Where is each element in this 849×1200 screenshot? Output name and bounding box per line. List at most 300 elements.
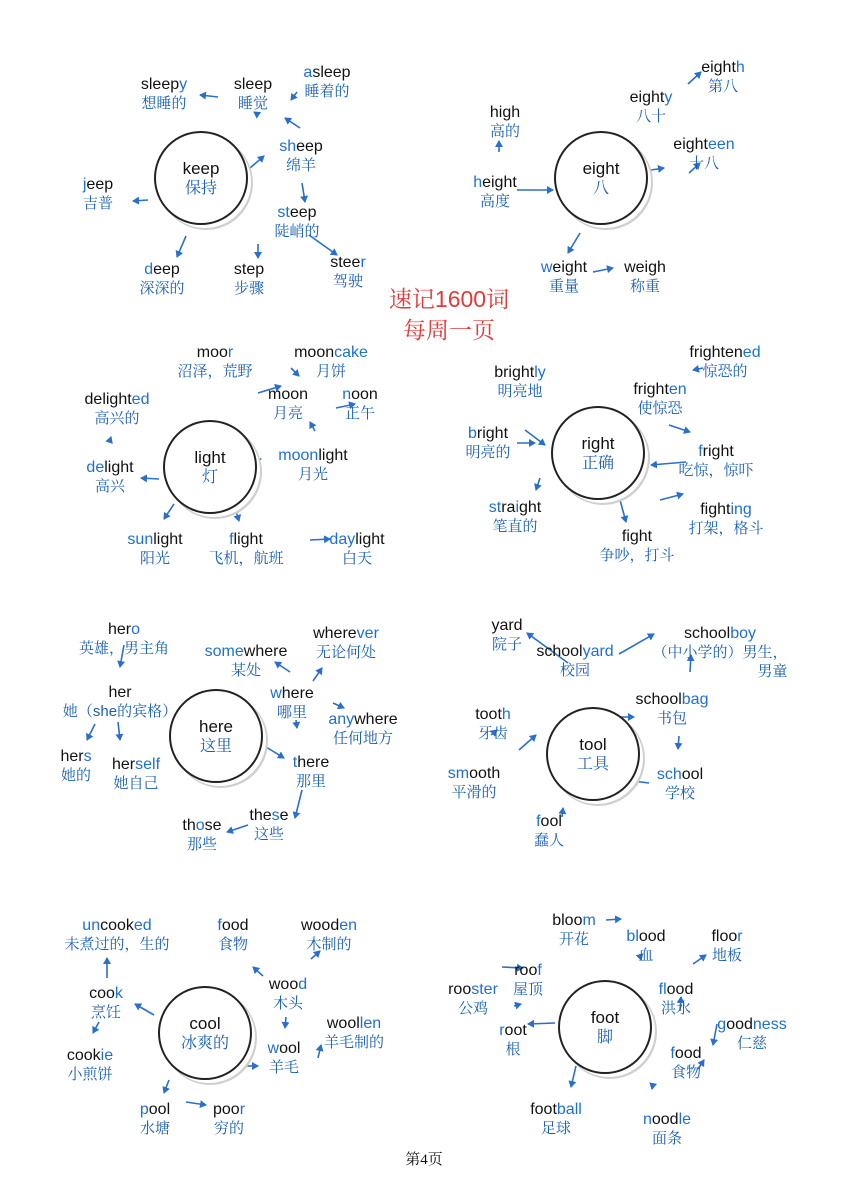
highlight-part: r (227, 344, 234, 361)
word-part: frighten (689, 344, 743, 361)
word-noon (342, 385, 378, 423)
word-part: weigh (624, 259, 666, 276)
word-chinese: 食物 (670, 1064, 701, 1081)
word-part: poo (212, 1101, 240, 1118)
highlight-part: de (86, 459, 105, 476)
word-chinese: 打架，格斗 (688, 520, 764, 537)
word-part: se (204, 817, 222, 834)
highlight-part: w (540, 259, 553, 276)
word-english (659, 980, 694, 999)
highlight-part: ver (356, 625, 379, 642)
word-tooth (475, 705, 511, 743)
word-brightly (494, 363, 546, 401)
word-chinese: 地板 (711, 947, 742, 964)
highlight-part: f (217, 917, 222, 934)
word-part: eep (289, 204, 317, 221)
word-food (217, 916, 248, 954)
word-anywhere (328, 710, 397, 748)
word-part: ool (279, 1040, 301, 1057)
word-chinese: 驾驶 (332, 273, 364, 290)
word-chinese: 木头 (272, 995, 304, 1012)
word-chinese: 明亮地 (497, 383, 543, 400)
word-noodle (643, 1110, 691, 1148)
highlight-part: w (267, 1040, 280, 1057)
highlight-part: un (82, 917, 101, 934)
word-chinese: 那些 (186, 836, 217, 853)
word-chinese: 深深的 (139, 280, 185, 297)
word-part: ood (221, 917, 249, 934)
word-part: ooth (469, 765, 501, 782)
word-english (141, 75, 187, 94)
arrow (514, 1004, 521, 1006)
highlight-part: r (737, 928, 743, 945)
word-chinese: 明亮的 (465, 444, 511, 461)
arrow (186, 1102, 206, 1105)
word-part: roo (448, 981, 472, 998)
word-chinese: 院子 (491, 636, 522, 653)
word-chinese: 这些 (253, 826, 284, 843)
arrow (285, 1017, 286, 1028)
highlight-part: ly (534, 364, 546, 381)
word-english (63, 683, 177, 702)
word-eighth (701, 58, 745, 96)
highlight-part: self (135, 756, 161, 773)
root-english: keep (182, 158, 220, 178)
word-english (490, 103, 520, 122)
word-roof (513, 961, 543, 999)
word-cookie (67, 1046, 113, 1084)
arrow (285, 118, 300, 128)
word-english (234, 260, 264, 279)
word-part: bloo (552, 912, 583, 929)
word-english (342, 385, 378, 404)
word-english (630, 88, 673, 107)
word-part: eight (629, 89, 665, 106)
highlight-part: any (328, 711, 355, 728)
word-part: eight (482, 174, 517, 191)
highlight-part: k (114, 985, 123, 1002)
word-english (67, 1046, 113, 1065)
word-chinese: 校园 (559, 662, 590, 679)
word-english (717, 1015, 786, 1034)
word-english (513, 961, 543, 980)
word-english (541, 258, 587, 277)
word-yard (491, 616, 522, 654)
highlight-part: f (698, 443, 703, 460)
word-chinese: 睡着的 (304, 83, 350, 100)
word-chinese: 公鸡 (457, 1000, 489, 1017)
arrow (164, 1080, 169, 1093)
word-chinese: 沼泽，荒野 (177, 363, 253, 380)
arrow (291, 92, 297, 100)
word-english (140, 1100, 170, 1119)
word-english (701, 58, 745, 77)
word-sleep (234, 75, 272, 113)
highlight-part: st (488, 499, 502, 516)
word-part: right (702, 443, 734, 460)
word-english (86, 458, 133, 477)
word-somewhere (205, 642, 288, 680)
arrow (302, 183, 305, 202)
root-english: light (194, 447, 226, 467)
highlight-part: bl (626, 928, 639, 945)
word-english (626, 927, 665, 946)
word-part: step (233, 261, 265, 278)
word-straight (489, 498, 542, 536)
word-chinese: 蠢人 (533, 832, 565, 849)
word-moor (177, 343, 252, 381)
word-english (494, 363, 546, 382)
root-chinese: 正确 (581, 454, 614, 472)
word-part: light (104, 459, 134, 476)
root-english: right (581, 433, 615, 453)
word-chinese: 吃惊，惊吓 (678, 462, 754, 479)
word-english (279, 137, 323, 156)
root-english: cool (189, 1013, 221, 1033)
word-english (643, 1110, 691, 1129)
word-english (303, 63, 350, 82)
root-word-right (551, 406, 645, 500)
word-chinese: 争吵，打斗 (599, 547, 675, 564)
arrow (266, 747, 284, 758)
word-uncooked (64, 916, 169, 954)
word-chinese: 英雄，男主角 (78, 640, 170, 657)
word-chinese: 羊毛制的 (323, 1034, 385, 1051)
arrow (536, 478, 540, 490)
root-word-light (163, 420, 257, 514)
word-asleep (303, 63, 350, 101)
page-title (389, 284, 509, 346)
word-chinese: 根 (505, 1041, 521, 1058)
word-weigh (624, 258, 666, 296)
arrow (164, 504, 174, 519)
word-part: wool (326, 1015, 360, 1032)
word-moonlight (278, 446, 347, 484)
word-part: roo (514, 962, 538, 979)
word-english (85, 390, 150, 409)
word-part: light (233, 531, 263, 548)
word-part: cook (100, 917, 134, 934)
word-jeep (83, 175, 113, 213)
word-english (465, 424, 510, 443)
word-part: stee (330, 254, 361, 271)
highlight-part: sun (127, 531, 154, 548)
word-steer (330, 253, 366, 291)
word-english (293, 753, 329, 772)
word-english (491, 616, 522, 635)
word-english (633, 380, 686, 399)
word-chinese: 羊毛 (268, 1059, 300, 1076)
word-english (473, 173, 517, 192)
word-schoolbag (636, 690, 709, 728)
word-wooden (301, 916, 357, 954)
word-english (475, 705, 511, 724)
arrow (250, 156, 264, 168)
word-wherever (313, 624, 379, 662)
word-chinese: 哪里 (276, 704, 307, 721)
highlight-part: h (473, 174, 483, 191)
highlight-part: p (139, 1101, 149, 1118)
word-english (328, 710, 397, 729)
word-part: school (536, 643, 583, 660)
highlight-part: en (668, 381, 687, 398)
word-part: sleep (233, 76, 273, 93)
word-english (599, 527, 674, 546)
word-chinese: 小煎饼 (67, 1066, 113, 1083)
word-chinese: 高兴 (94, 478, 125, 495)
word-chinese: 仁慈 (736, 1035, 767, 1052)
word-english (530, 1100, 582, 1119)
word-food (670, 1044, 701, 1082)
word-chinese: 高的 (489, 123, 520, 140)
word-delight (86, 458, 133, 496)
word-part: where (354, 711, 398, 728)
arrow (619, 634, 654, 654)
word-english (689, 343, 760, 362)
word-hero (79, 620, 169, 658)
word-those (182, 816, 221, 854)
word-bloom (552, 911, 596, 949)
arrow (87, 724, 95, 740)
word-chinese: 称重 (629, 278, 660, 295)
word-chinese: 阳光 (139, 550, 170, 567)
root-word-keep (154, 131, 248, 225)
word-chinese: 月亮 (272, 405, 303, 422)
root-chinese: 这里 (199, 737, 232, 755)
word-flight (208, 530, 283, 568)
word-part: foot (530, 1101, 557, 1118)
arrow (310, 422, 315, 431)
word-part: school (635, 691, 682, 708)
word-part: eep (86, 176, 114, 193)
word-part: delight (84, 391, 132, 408)
word-part: fight (621, 528, 653, 545)
highlight-part: r (239, 1101, 246, 1118)
word-part: her (111, 756, 136, 773)
word-part: floo (711, 928, 738, 945)
word-bright (465, 424, 510, 462)
root-word-eight (554, 131, 648, 225)
word-english (205, 642, 288, 661)
word-chinese: 无论何处 (315, 644, 376, 661)
arrow (310, 539, 330, 540)
word-chinese: 陡峭的 (274, 223, 320, 240)
word-part: wood (300, 917, 340, 934)
highlight-part: g (717, 1016, 727, 1033)
highlight-part: ed (131, 391, 150, 408)
word-part: light (355, 531, 385, 548)
word-part: high (489, 104, 521, 121)
arrow (253, 967, 263, 976)
root-chinese: 工具 (576, 755, 609, 773)
word-part: coo (89, 985, 115, 1002)
word-english (269, 975, 307, 994)
word-chinese: 食物 (217, 936, 248, 953)
highlight-part: f (536, 813, 541, 830)
highlight-part: een (708, 136, 735, 153)
highlight-part: a (303, 64, 313, 81)
arrow (93, 1022, 99, 1033)
word-wool (268, 1039, 301, 1077)
word-english (182, 816, 221, 835)
arrow (651, 168, 664, 170)
word-sleepy (141, 75, 187, 113)
word-part: ra (501, 499, 516, 516)
highlight-part: t (292, 754, 298, 771)
highlight-part: b (467, 425, 477, 442)
word-part: where (313, 625, 357, 642)
word-english (330, 253, 366, 272)
highlight-part: r (360, 254, 366, 271)
highlight-part: s (83, 748, 92, 765)
root-chinese: 冰爽的 (180, 1034, 229, 1052)
word-chinese: 绵羊 (285, 157, 317, 174)
word-her (63, 683, 177, 721)
word-step (234, 260, 264, 298)
word-part: cook (66, 1047, 101, 1064)
word-english (301, 916, 357, 935)
word-chinese: 书包 (656, 710, 688, 727)
word-high (490, 103, 520, 141)
word-chinese: 血 (638, 947, 654, 964)
word-part: toot (475, 706, 502, 723)
word-where (270, 684, 314, 722)
title-line-2: 每周一页 (402, 317, 495, 343)
highlight-part: ed (133, 917, 152, 934)
word-fighting (688, 500, 763, 538)
word-part: bright (494, 364, 535, 381)
root-chinese: 八 (592, 179, 609, 197)
word-english (79, 620, 169, 639)
word-part: sleep (312, 64, 351, 81)
root-english: tool (579, 734, 607, 754)
word-english (83, 175, 113, 194)
arrow (200, 95, 218, 97)
highlight-part: d (144, 261, 154, 278)
word-chinese: 那里 (295, 773, 327, 790)
word-part: here (297, 754, 330, 771)
word-chinese: 使惊恐 (637, 400, 683, 417)
word-english (324, 1014, 384, 1033)
highlight-part: h (735, 59, 745, 76)
word-english (177, 343, 252, 362)
word-frightened (689, 343, 760, 381)
highlight-part: y (664, 89, 673, 106)
highlight-part: sm (447, 765, 470, 782)
highlight-part: ie (100, 1047, 114, 1064)
highlight-part: n (342, 386, 352, 403)
word-sheep (279, 137, 323, 175)
word-english (270, 684, 314, 703)
word-eighteen (673, 135, 734, 173)
word-english (711, 927, 742, 946)
highlight-part: ness (752, 1016, 787, 1033)
highlight-part: st (277, 204, 290, 221)
word-english (139, 260, 184, 279)
arrow (632, 781, 649, 783)
highlight-part: i (515, 499, 519, 516)
word-chinese: 屋顶 (512, 981, 544, 998)
word-chinese: 水塘 (139, 1120, 171, 1137)
word-part: eep (153, 261, 180, 278)
word-chinese: 惊恐的 (702, 363, 748, 380)
word-delighted (85, 390, 150, 428)
word-eighty (630, 88, 673, 126)
word-chinese: 吉普 (82, 195, 114, 212)
word-sunlight (127, 530, 182, 568)
arrow (528, 1023, 555, 1024)
word-weight (541, 258, 587, 296)
root-english: eight (582, 158, 620, 178)
word-part: eight (673, 136, 708, 153)
word-blood (626, 927, 665, 965)
word-english (217, 916, 248, 935)
highlight-part: ster (471, 981, 498, 998)
arrow (333, 703, 344, 708)
word-chinese: 高度 (479, 193, 511, 210)
arrow (652, 1084, 653, 1089)
word-english (274, 203, 319, 222)
word-english (536, 642, 613, 661)
highlight-part: d (298, 976, 308, 993)
word-part: right (476, 425, 509, 442)
word-part: th (182, 817, 196, 834)
arrow (678, 736, 679, 749)
arrow (606, 919, 621, 920)
root-english: foot (590, 1007, 620, 1027)
word-english (636, 690, 709, 709)
arrow (313, 668, 322, 681)
word-chinese: 飞机，航班 (208, 550, 284, 567)
arrow (118, 722, 120, 740)
arrow (135, 1004, 154, 1015)
highlight-part: fl (658, 981, 667, 998)
highlight-part: ing (730, 501, 752, 518)
highlight-part: yard (582, 643, 614, 660)
highlight-part: boy (730, 625, 757, 642)
word-chinese: 白天 (341, 550, 372, 567)
word-part: ght (519, 499, 542, 516)
word-english (448, 980, 498, 999)
word-smooth (448, 764, 500, 802)
word-part: ood (726, 1016, 753, 1033)
word-chinese: 重量 (548, 278, 580, 295)
word-english (208, 530, 283, 549)
arrow (110, 437, 111, 440)
highlight-part: s (271, 807, 280, 824)
word-part: woo (268, 976, 299, 993)
word-part: oot (504, 1022, 527, 1039)
word-part: sleep (140, 76, 180, 93)
word-english (552, 911, 596, 930)
word-fool (534, 812, 564, 850)
word-english (294, 343, 368, 362)
word-part: moo (196, 344, 228, 361)
word-football (530, 1100, 582, 1138)
root-word-here (169, 689, 263, 783)
word-english (313, 624, 379, 643)
word-part: ool (681, 766, 704, 783)
root-chinese: 脚 (596, 1028, 613, 1046)
word-daylight (329, 530, 384, 568)
word-deep (139, 260, 184, 298)
word-part: light (318, 447, 348, 464)
arrow (177, 236, 186, 257)
word-english (278, 446, 347, 465)
word-chinese: 月饼 (315, 363, 347, 380)
arrow (688, 72, 701, 84)
word-part: eight (701, 59, 736, 76)
